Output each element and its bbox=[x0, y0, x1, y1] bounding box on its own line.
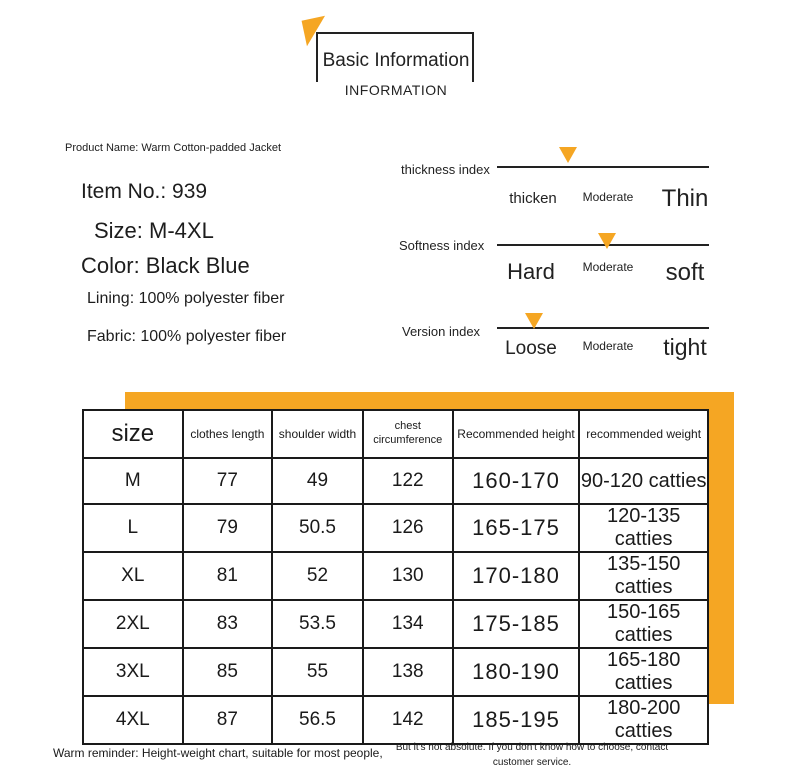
cell-clothes-length: 83 bbox=[183, 600, 273, 648]
cell-size: 2XL bbox=[83, 600, 183, 648]
cell-shoulder-width: 50.5 bbox=[272, 504, 363, 552]
header-subtitle: INFORMATION bbox=[316, 82, 476, 98]
softness-option-soft: soft bbox=[665, 259, 705, 286]
table-header-row bbox=[83, 410, 708, 458]
lining: Lining: 100% polyester fiber bbox=[87, 290, 285, 307]
cell-clothes-length: 85 bbox=[183, 648, 273, 696]
cell-weight: 120-135 catties bbox=[579, 504, 708, 552]
cell-size: M bbox=[83, 458, 183, 504]
cell-chest: 126 bbox=[363, 504, 453, 552]
version-option-moderate: Moderate bbox=[582, 339, 634, 353]
cell-height: 175-185 bbox=[453, 600, 580, 648]
cell-height: 170-180 bbox=[453, 552, 580, 600]
cell-height: 185-195 bbox=[453, 696, 580, 744]
cell-weight: 90-120 catties bbox=[579, 458, 708, 504]
cell-clothes-length: 77 bbox=[183, 458, 273, 504]
thickness-index-label: thickness index bbox=[401, 162, 490, 177]
size-range: Size: M-4XL bbox=[94, 218, 214, 243]
fabric: Fabric: 100% polyester fiber bbox=[87, 328, 287, 345]
cell-weight: 135-150 catties bbox=[579, 552, 708, 600]
version-index-label: Version index bbox=[402, 324, 481, 339]
cell-size: 3XL bbox=[83, 648, 183, 696]
cell-size: 4XL bbox=[83, 696, 183, 744]
cell-weight: 180-200 catties bbox=[579, 696, 708, 744]
cell-clothes-length: 87 bbox=[183, 696, 273, 744]
thickness-option-thicken: thicken bbox=[509, 190, 557, 207]
cell-clothes-length: 79 bbox=[183, 504, 273, 552]
cell-weight: 165-180 catties bbox=[579, 648, 708, 696]
item-number: Item No.: 939 bbox=[81, 180, 208, 203]
thickness-marker-icon bbox=[559, 147, 577, 163]
cell-chest: 130 bbox=[363, 552, 453, 600]
softness-index-label: Softness index bbox=[399, 238, 485, 253]
version-option-tight: tight bbox=[663, 334, 707, 360]
cell-chest: 138 bbox=[363, 648, 453, 696]
cell-height: 165-175 bbox=[453, 504, 580, 552]
cell-shoulder-width: 53.5 bbox=[272, 600, 363, 648]
table-row bbox=[83, 552, 708, 600]
cell-weight: 150-165 catties bbox=[579, 600, 708, 648]
header-badge bbox=[304, 18, 476, 98]
cell-chest: 142 bbox=[363, 696, 453, 744]
thickness-option-moderate: Moderate bbox=[582, 190, 634, 204]
cell-size: L bbox=[83, 504, 183, 552]
size-chart-table bbox=[82, 409, 709, 745]
softness-marker-icon bbox=[598, 233, 616, 249]
cell-height: 180-190 bbox=[453, 648, 580, 696]
cell-shoulder-width: 55 bbox=[272, 648, 363, 696]
cell-shoulder-width: 56.5 bbox=[272, 696, 363, 744]
table-row bbox=[83, 648, 708, 696]
cell-shoulder-width: 52 bbox=[272, 552, 363, 600]
reminder-note: But it's not absolute. If you don't know how to choose, contact customer service. bbox=[395, 742, 669, 768]
table-row bbox=[83, 504, 708, 552]
thickness-index-line bbox=[497, 166, 709, 168]
version-marker-icon bbox=[525, 313, 543, 329]
softness-option-moderate: Moderate bbox=[582, 260, 634, 274]
header-size: size bbox=[83, 410, 183, 458]
cell-chest: 134 bbox=[363, 600, 453, 648]
header-shoulder-width: shoulder width bbox=[272, 410, 363, 458]
cell-height: 160-170 bbox=[453, 458, 580, 504]
header-clothes-length: clothes length bbox=[183, 410, 273, 458]
header-recommended-weight: recommended weight bbox=[579, 410, 708, 458]
header-recommended-height: Recommended height bbox=[453, 410, 580, 458]
cell-clothes-length: 81 bbox=[183, 552, 273, 600]
thickness-option-thin: Thin bbox=[661, 185, 709, 212]
color: Color: Black Blue bbox=[81, 253, 250, 278]
cell-shoulder-width: 49 bbox=[272, 458, 363, 504]
cell-size: XL bbox=[83, 552, 183, 600]
header-chest-circumference: chest circumference bbox=[363, 410, 453, 458]
warm-reminder: Warm reminder: Height-weight chart, suitable for most people, bbox=[53, 746, 383, 760]
table-row bbox=[83, 458, 708, 504]
cell-chest: 122 bbox=[363, 458, 453, 504]
product-name: Product Name: Warm Cotton-padded Jacket bbox=[65, 142, 282, 154]
table-row bbox=[83, 696, 708, 744]
version-option-loose: Loose bbox=[505, 338, 557, 359]
table-row bbox=[83, 600, 708, 648]
softness-option-hard: Hard bbox=[507, 259, 555, 284]
corner-triangle-icon bbox=[302, 16, 331, 46]
header-title: Basic Information bbox=[322, 50, 470, 71]
